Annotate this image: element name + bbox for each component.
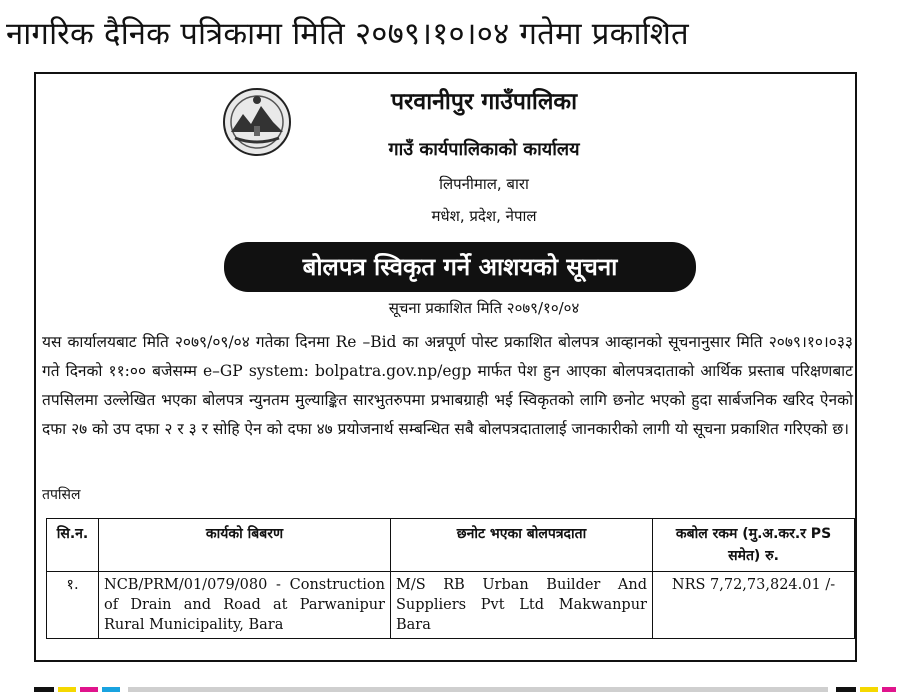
color-strip-yellow	[58, 687, 76, 692]
header-description: कार्यको बिबरण	[99, 519, 391, 572]
header-amount: कबोल रकम (मु.अ.कर.र PS समेत) रु.	[653, 519, 855, 572]
color-strip-magenta	[80, 687, 98, 692]
color-strip-yellow-right	[860, 687, 878, 692]
color-strip-black-right	[836, 687, 856, 692]
details-label: तपसिल	[42, 487, 81, 503]
address-line-2: मधेश, प्रदेश, नेपाल	[431, 207, 537, 225]
org-name: परवानीपुर गाउँपालिका	[390, 89, 578, 115]
office-name: गाउँ कार्यपालिकाको कार्यालय	[388, 139, 580, 160]
address-line-1: लिपनीमाल, बारा	[439, 175, 529, 193]
published-date: सूचना प्रकाशित मिति २०७९/१०/०४	[388, 299, 580, 317]
notice-frame	[34, 72, 857, 662]
notice-title-banner: बोलपत्र स्विकृत गर्ने आशयको सूचना	[224, 242, 696, 292]
header-bidder: छनोट भएका बोलपत्रदाता	[391, 519, 653, 572]
cell-amount: NRS 7,72,73,824.01 /-	[653, 572, 855, 639]
headline: नागरिक दैनिक पत्रिकामा मिति २०७९।१०।०४ गतेमा प्रकाशित	[6, 16, 689, 52]
color-strip-magenta-right	[882, 687, 896, 692]
color-strip-black	[34, 687, 54, 692]
color-strip-grey	[128, 687, 828, 692]
color-strip-cyan	[102, 687, 120, 692]
notice-body: यस कार्यालयबाट मिति २०७९/०९/०४ गतेका दिनमा Re –Bid का अन्नपूर्ण पोस्ट प्रकाशित बोलपत्र आव्हानको सूचनानुसार मिति २०७९।१०।०३३ गते दिनको ११:०० बजेसम्म e–GP system: bolpatra.gov.np/egp मार्फत पेश हुन आएका बोलपत्रदाताको आर्थिक प्रस्ताब परिक्षणबाट तपसिलमा उल्लेखित भएका बोलपत्र न्युनतम मुल्याङ्कित सारभुतरुपमा प्रभाबग्राही भई स्विकृतको लागि छनोट भएको हुदा सार्बजनिक खरिद ऐनको दफा २७ को उप दफा २ र ३ र सोहि ऐन को दफा ४७ प्रयोजनार्थ सम्बन्धित सबै बोलपत्रदातालाई जानकारीको लागी यो सूचना प्रकाशित गरिएको छ।	[42, 333, 853, 438]
table-row	[47, 572, 855, 639]
cell-bidder: M/S RB Urban Builder And Suppliers Pvt Ltd Makwanpur Bara	[391, 572, 653, 639]
cell-serial: १.	[47, 572, 99, 639]
cell-description: NCB/PRM/01/079/080 - Construction of Drain and Road at Parwanipur Rural Municipality, Bara	[99, 572, 391, 639]
header-serial: सि.न.	[47, 519, 99, 572]
table-header-row	[47, 519, 855, 572]
award-table	[46, 518, 855, 639]
